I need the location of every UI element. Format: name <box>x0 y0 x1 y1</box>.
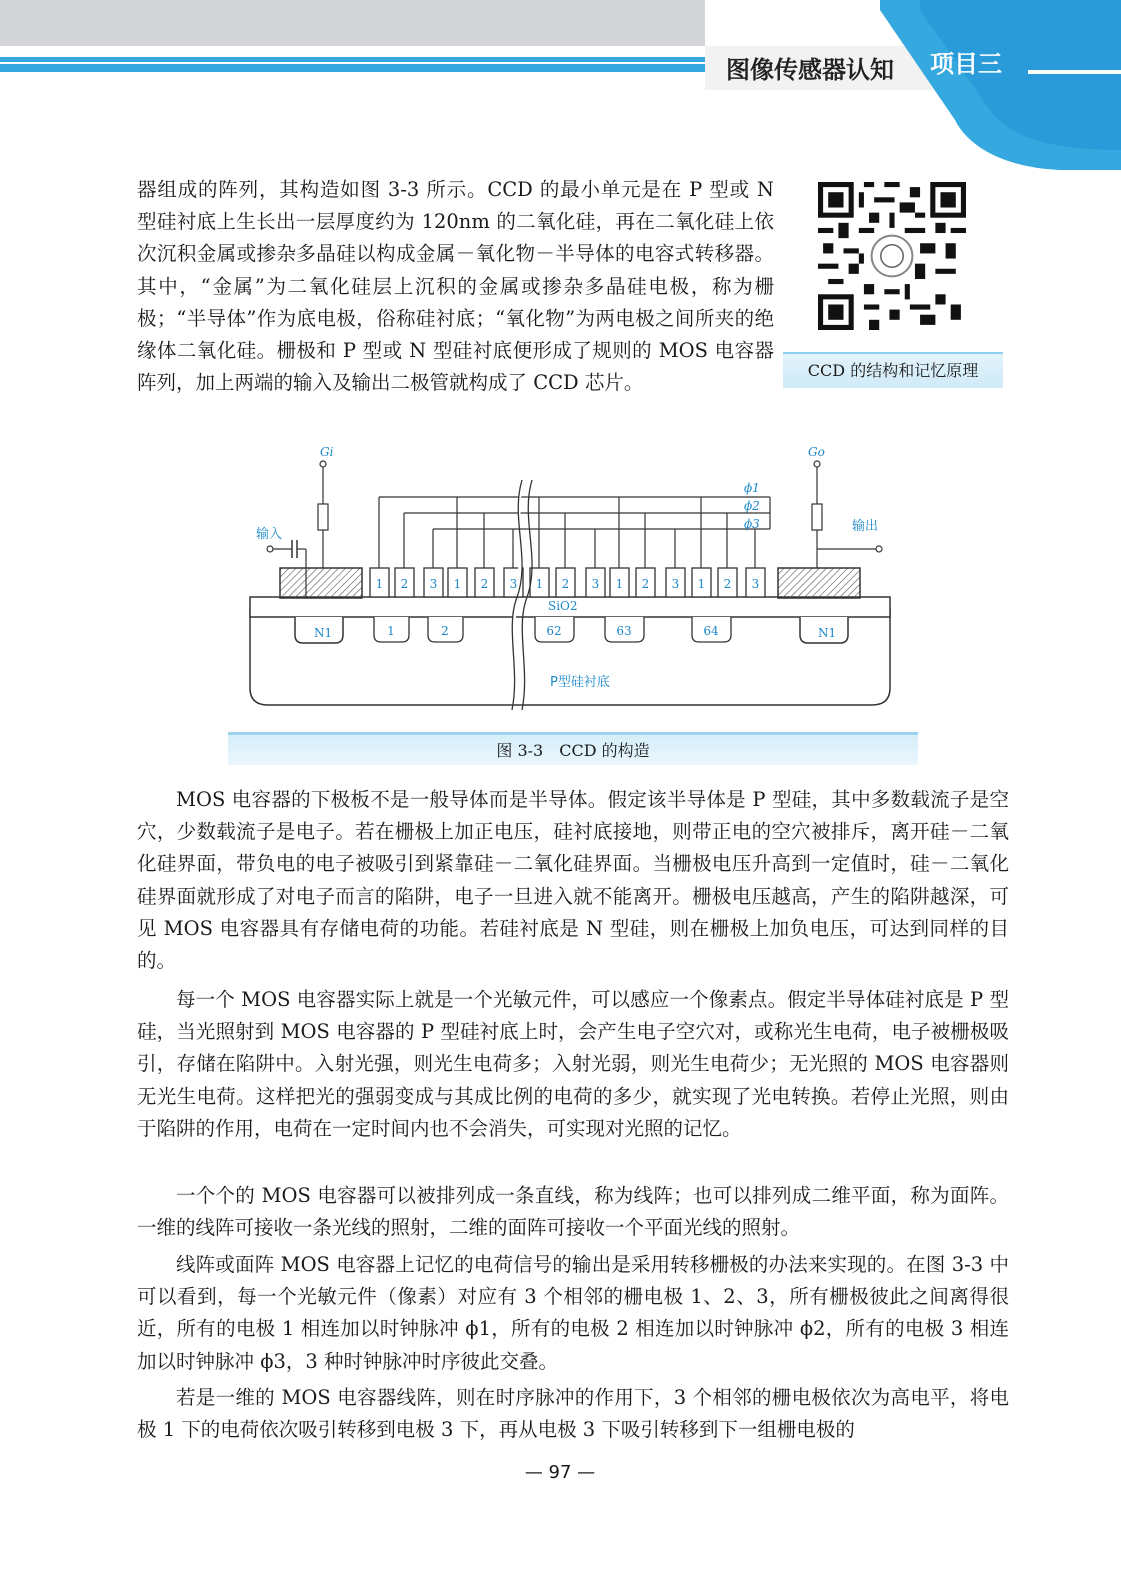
gate-label: 3 <box>751 577 760 591</box>
header-blue-band <box>0 57 705 72</box>
header-divider <box>0 62 705 64</box>
paragraph-2: 每一个 MOS 电容器实际上就是一个光敏元件，可以感应一个像素点。假定半导体硅衬底是 P 型硅，当光照射到 MOS 电容器的 P 型硅衬底上时，会产生电子空穴对，或称光生电荷，电子被栅极吸引，存储在陷阱中。入射光强，则光生电荷多；入射光弱，则光生电荷少；无光照的 MOS 电容器则无光生电荷。这样把光的强弱变成与其成比例的电荷的多少，就实现了光电转换。若停止光照，则由于陷阱的作用，电荷在一定时间内也不会消失，可实现对光照的记忆。 <box>137 988 1009 1140</box>
gate-label: 1 <box>375 577 384 591</box>
gate-label: 3 <box>509 577 518 591</box>
phi3-label: ϕ3 <box>744 517 760 531</box>
gate-label: 1 <box>535 577 544 591</box>
gate-label: 2 <box>641 577 650 591</box>
paragraph-3: 一个个的 MOS 电容器可以被排列成一条直线，称为线阵；也可以排列成二维平面，称为面阵。一维的线阵可接收一条光线的照射，二维的面阵可接收一个平面光线的照射。 <box>137 1184 1009 1240</box>
header-gray-band <box>0 0 705 46</box>
gate-label: 3 <box>671 577 680 591</box>
well-label: 2 <box>441 624 449 638</box>
qr-code[interactable] <box>818 182 966 330</box>
n1-right-label: N1 <box>818 626 837 640</box>
intro-paragraph: 器组成的阵列，其构造如图 3-3 所示。CCD 的最小单元是在 P 型或 N 型硅衬底上生长出一层厚度约为 120nm 的二氧化硅，再在二氧化硅上依次沉积金属或掺杂多晶硅以构成金属－氧化物－半导体的电容式转移器。其中，“金属”为二氧化硅层上沉积的金属或掺杂多晶硅电极，称为栅极；“半导体”作为底电极，俗称硅衬底；“氧化物”为两电极之间所夹的绝缘体二氧化硅。栅极和 P 型或 N 型硅衬底便形成了规则的 MOS 电容器阵列，加上两端的输入及输出二极管就构成了 CCD 芯片。 <box>137 178 774 395</box>
well-label: 64 <box>703 624 719 638</box>
phi1-label: ϕ1 <box>744 481 760 495</box>
page-number: — 97 — <box>524 1462 596 1483</box>
well-label: 63 <box>616 624 632 638</box>
n1-left-label: N1 <box>314 626 333 640</box>
well-label: 62 <box>546 624 562 638</box>
paragraph-1: MOS 电容器的下极板不是一般导体而是半导体。假定该半导体是 P 型硅，其中多数载流子是空穴，少数载流子是电子。若在栅极上加正电压，硅衬底接地，则带正电的空穴被排斥，离开硅－二氧化硅界面，带负电的电子被吸引到紧靠硅－二氧化硅界面。当栅极电压升高到一定值时，硅－二氧化硅界面就形成了对电子而言的陷阱，电子一旦进入就不能离开。栅极电压越高，产生的陷阱越深，可见 MOS 电容器具有存储电荷的功能。若硅衬底是 N 型硅，则在栅极上加负电压，可达到同样的目的。 <box>137 788 1009 973</box>
gate-label: 3 <box>429 577 438 591</box>
paragraph-4: 线阵或面阵 MOS 电容器上记忆的电荷信号的输出是采用转移栅极的办法来实现的。在图 3-3 中可以看到，每一个光敏元件（像素）对应有 3 个相邻的栅电极 1、2、3，所有栅极彼此之间离得很近，所有的电极 1 相连加以时钟脉冲 ϕ1，所有的电极 2 相连加以时钟脉冲 ϕ2，所有的电极 3 相连加以时钟脉冲 ϕ3，3 种时钟脉冲时序彼此交叠。 <box>137 1253 1009 1373</box>
substrate-label: P型硅衬底 <box>550 675 610 690</box>
gate-label: 1 <box>697 577 706 591</box>
output-label: 输出 <box>852 519 879 534</box>
input-label: 输入 <box>256 527 283 542</box>
qr-caption: CCD 的结构和记忆原理 <box>783 352 1003 388</box>
header-tab-shape <box>860 0 1121 170</box>
project-tab: 项目三 <box>930 50 1002 78</box>
gate-label: 1 <box>615 577 624 591</box>
gate-label: 2 <box>723 577 732 591</box>
ccd-structure-figure <box>240 440 900 730</box>
gi-label: Gi <box>320 445 334 459</box>
paragraph-5: 若是一维的 MOS 电容器线阵，则在时序脉冲的作用下，3 个相邻的栅电极依次为高电平，将电极 1 下的电荷依次吸引转移到电极 3 下，再从电极 3 下吸引转移到下一组栅电极的 <box>137 1386 1009 1442</box>
gate-label: 2 <box>400 577 409 591</box>
figure-caption: 图 3-3 CCD 的构造 <box>228 732 918 765</box>
phi2-label: ϕ2 <box>744 499 760 513</box>
gate-label: 2 <box>561 577 570 591</box>
well-label: 1 <box>387 624 395 638</box>
sio2-label: SiO2 <box>548 599 578 613</box>
header-title: 图像传感器认知 <box>726 56 894 84</box>
gate-label: 3 <box>591 577 600 591</box>
gate-label: 2 <box>480 577 489 591</box>
go-label: Go <box>808 445 825 459</box>
gate-label: 1 <box>453 577 462 591</box>
